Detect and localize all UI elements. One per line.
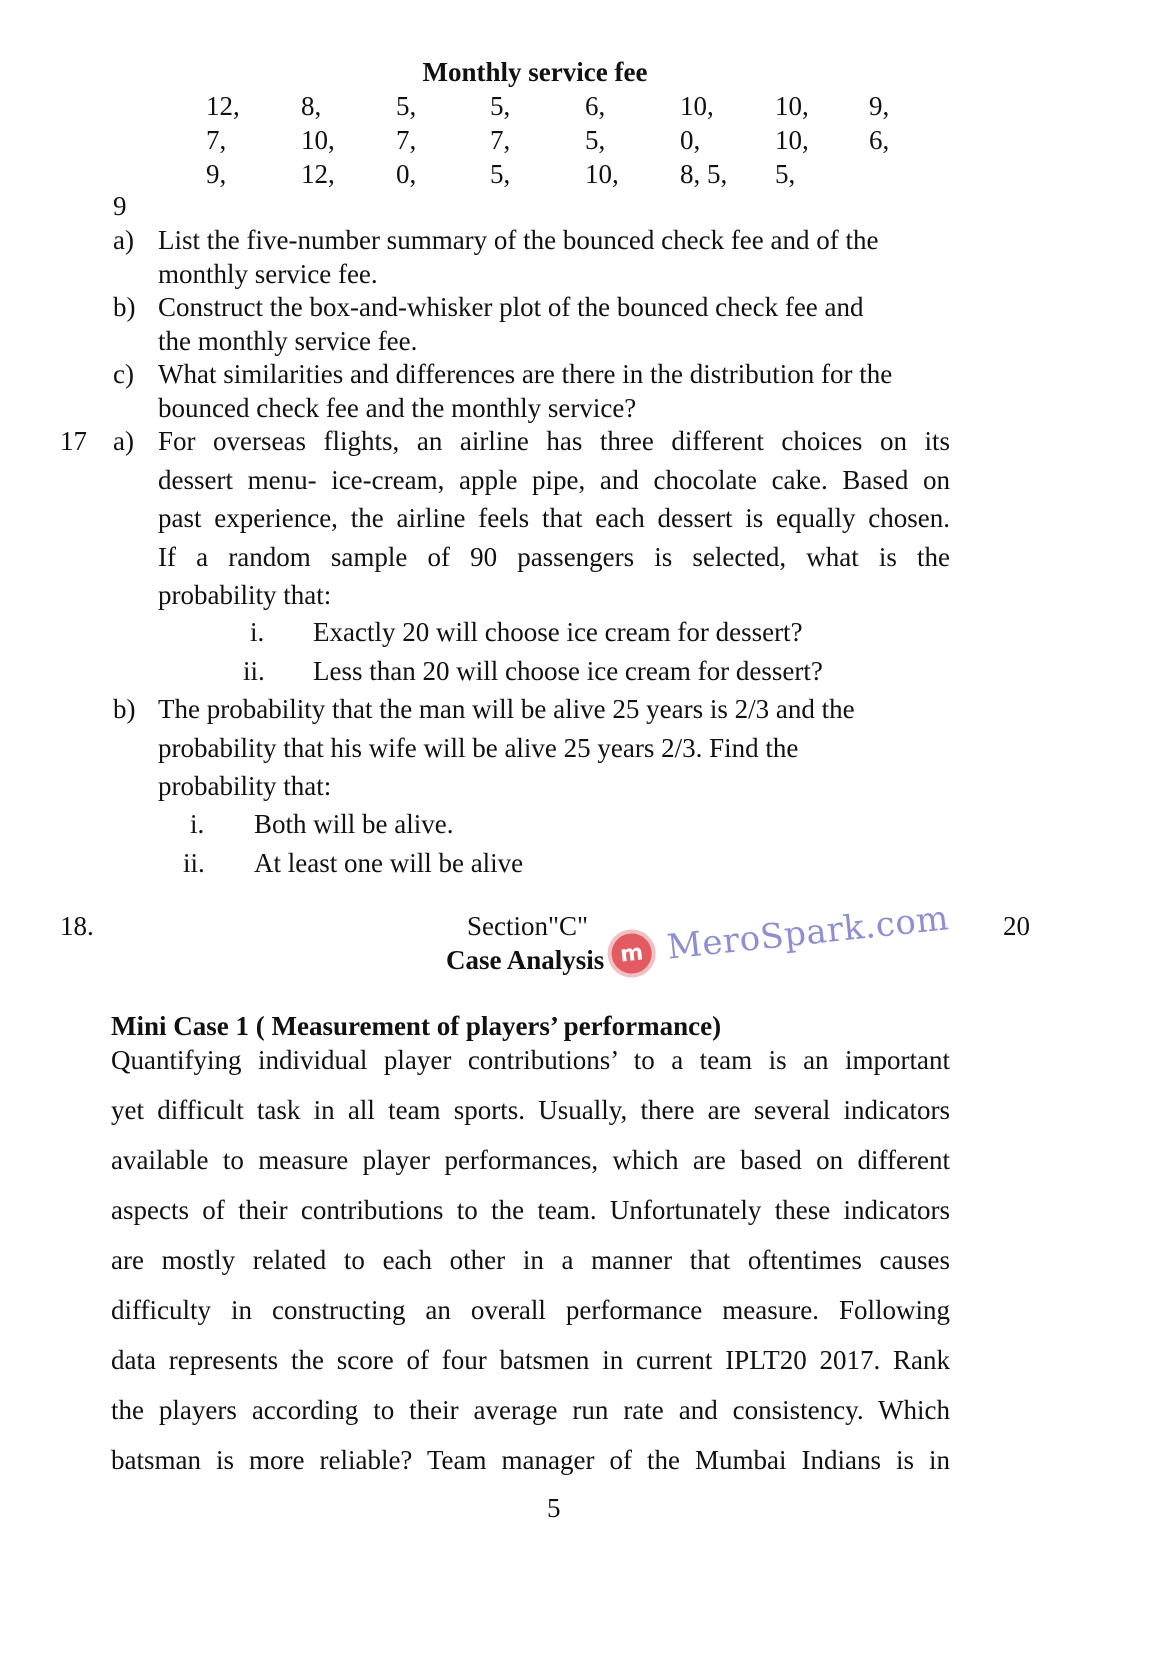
q18-number: 18. (60, 911, 94, 941)
fee-value: 12, (301, 159, 335, 189)
page-number: 5 (547, 1493, 561, 1523)
q17a-line: probability that: (158, 580, 332, 610)
mini-case-line: difficulty in constructing an overall performance measure. Following (111, 1295, 950, 1325)
q17a-line: dessert menu- ice-cream, apple pipe, and chocolate cake. Based on (158, 464, 950, 495)
fee-value: 5, (396, 91, 417, 121)
q17b-letter: b) (113, 694, 136, 724)
subpart-text: Less than 20 will choose ice cream for dessert? (313, 655, 823, 686)
subpart-number: i. (250, 617, 265, 647)
fee-value: 9, (206, 159, 227, 189)
subpart-text: Both will be alive. (254, 809, 454, 839)
subpart-text: At least one will be alive (254, 848, 524, 878)
fee-value: 8, 5, (680, 159, 728, 189)
fee-value: 8, (301, 91, 322, 121)
fee-value: 5, (775, 159, 796, 189)
part-text-line: the monthly service fee. (158, 326, 418, 356)
subpart-number: ii. (243, 655, 265, 686)
section-marks: 20 (1003, 911, 1030, 941)
fee-value: 10, (301, 125, 335, 155)
fee-value: 10, (775, 125, 809, 155)
subpart-text: Exactly 20 will choose ice cream for dessert? (313, 617, 803, 647)
fee-value: 10, (680, 91, 714, 121)
q17-number: 17 (60, 426, 87, 456)
subpart-number: ii. (183, 848, 205, 878)
section-title: Section"C" (467, 911, 589, 941)
mini-case-line: yet difficult task in all team sports. Usually, there are several indicators (111, 1095, 950, 1125)
q17a-line: For overseas flights, an airline has three different choices on its (158, 426, 950, 456)
mini-case-line: batsman is more reliable? Team manager of the Mumbai Indians is in (111, 1445, 950, 1475)
fee-value: 12, (206, 91, 240, 121)
mini-case-line: are mostly related to each other in a manner that oftentimes causes (111, 1245, 950, 1275)
q17b-line: The probability that the man will be alive 25 years is 2/3 and the (158, 694, 855, 724)
fee-value: 6, (869, 125, 890, 155)
fee-value: 5, (490, 159, 511, 189)
mini-case-line: data represents the score of four batsmen in current IPLT20 2017. Rank (111, 1345, 950, 1375)
q17a-letter: a) (113, 426, 134, 456)
fee-value: 0, (396, 159, 417, 189)
fee-value: 7, (206, 125, 227, 155)
mini-case-line: the players according to their average run rate and consistency. Which (111, 1395, 950, 1425)
q17a-line: If a random sample of 90 passengers is selected, what is the (158, 541, 950, 572)
fee-value: 6, (585, 91, 606, 121)
q17a-line: past experience, the airline feels that each dessert is equally chosen. (158, 503, 950, 533)
fee-value: 5, (585, 125, 606, 155)
fee-value: 9, (869, 91, 890, 121)
merospark-logo-icon: m (605, 927, 658, 980)
fee-value: 7, (490, 125, 511, 155)
part-letter: b) (113, 292, 136, 322)
q17b-line: probability that his wife will be alive 25 years 2/3. Find the (158, 732, 799, 763)
merospark-watermark (604, 884, 951, 998)
mini-case-line: Quantifying individual player contributions’ to a team is an important (111, 1045, 950, 1075)
q17b-line: probability that: (158, 771, 332, 801)
mini-case-heading: Mini Case 1 ( Measurement of players’ performance) (111, 1011, 722, 1041)
mini-case-line: available to measure player performances, which are based on different (111, 1145, 950, 1175)
fee-value: 10, (775, 91, 809, 121)
part-text-line: Construct the box-and-whisker plot of the bounced check fee and (158, 292, 864, 322)
fee-value: 0, (680, 125, 701, 155)
part-text-line: What similarities and differences are there in the distribution for the (158, 359, 893, 389)
mini-case-line: aspects of their contributions to the team. Unfortunately these indicators (111, 1195, 950, 1225)
part-text-line: monthly service fee. (158, 259, 378, 289)
watermark-text: MeroSpark.com (665, 898, 951, 968)
monthly-fee-trailing-value: 9 (113, 191, 127, 221)
part-letter: a) (113, 225, 134, 255)
fee-value: 5, (490, 91, 511, 121)
fee-value: 7, (396, 125, 417, 155)
part-text-line: bounced check fee and the monthly service? (158, 393, 637, 423)
monthly-fee-title: Monthly service fee (422, 57, 648, 87)
part-text-line: List the five-number summary of the bounced check fee and of the (158, 225, 879, 255)
fee-value: 10, (585, 159, 619, 189)
subpart-number: i. (190, 809, 205, 839)
part-letter: c) (113, 359, 134, 389)
section-subtitle: Case Analysis (446, 945, 605, 975)
